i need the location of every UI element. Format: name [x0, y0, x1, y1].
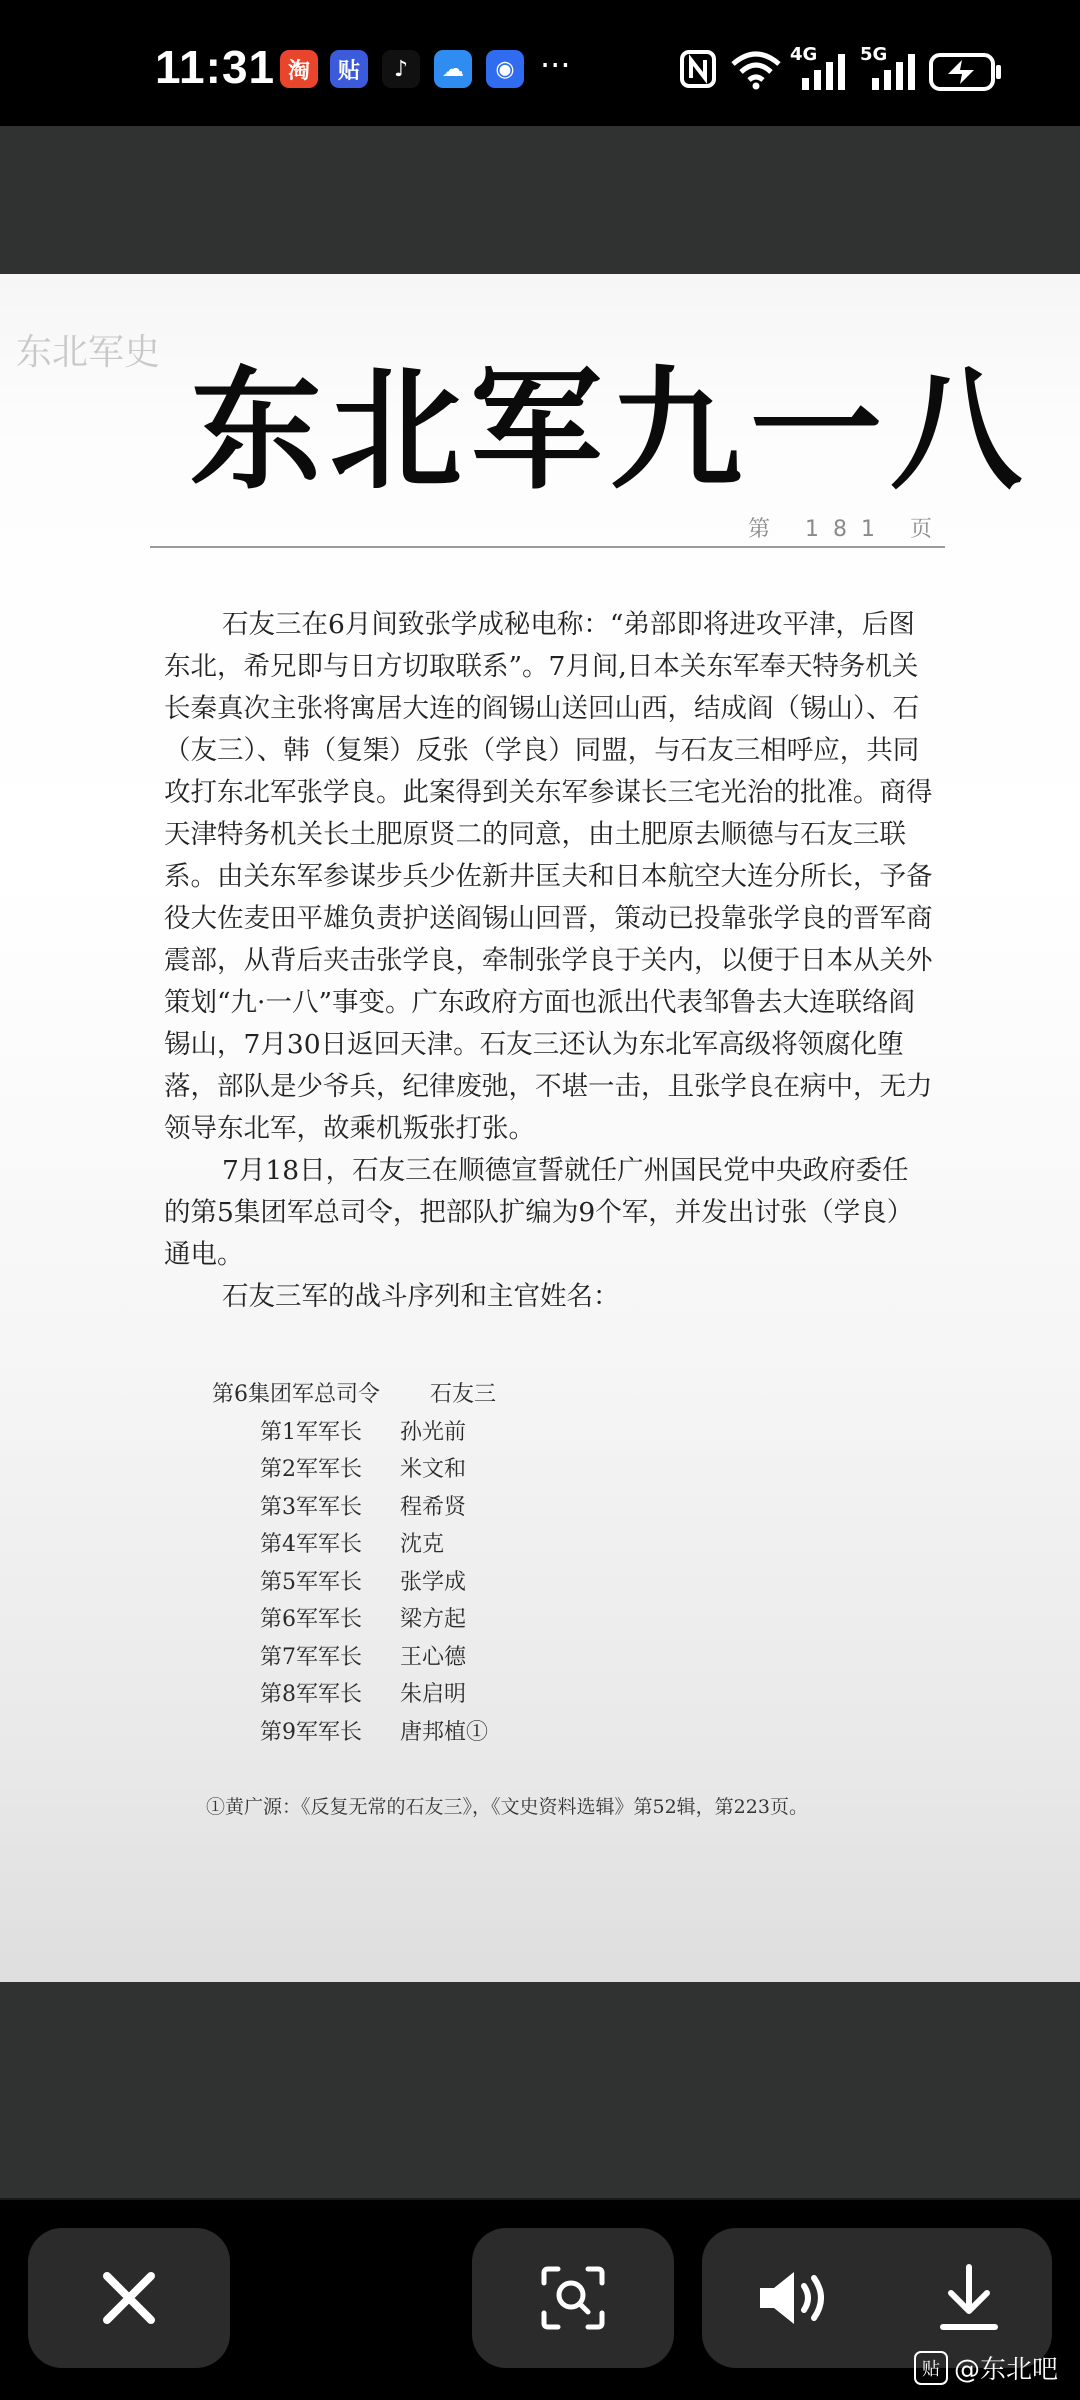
cloud-icon: ☁: [434, 50, 472, 88]
viewer-background-bottom: [0, 1982, 1080, 2200]
roster-position: 第6集团军总司令: [212, 1382, 380, 1407]
roster-row: [212, 1489, 496, 1527]
roster-commander: 梁方起: [400, 1607, 467, 1632]
source-watermark-text: @东北吧: [953, 2355, 1058, 2385]
roster-position: 第9军军长: [260, 1719, 362, 1745]
roster-commander: 张学成: [400, 1569, 467, 1595]
roster-row: [212, 1601, 496, 1639]
roster-position: 第3军军长: [260, 1494, 362, 1520]
roster-position: 第4军军长: [260, 1532, 362, 1557]
screen-search-button[interactable]: [472, 2228, 674, 2368]
document-page: [0, 274, 1080, 1982]
roster-commander: 王心德: [400, 1644, 467, 1670]
roster-position: 第5军军长: [260, 1569, 362, 1595]
source-watermark: [914, 2349, 1058, 2386]
close-button[interactable]: [28, 2228, 230, 2368]
tiktok-icon: ♪: [382, 50, 420, 88]
close-icon: [99, 2268, 159, 2328]
screen-search-icon: [540, 2265, 606, 2331]
wifi-icon: [730, 50, 782, 90]
roster-position: 第2军军长: [260, 1457, 362, 1482]
roster-commander: 程希贤: [400, 1494, 467, 1520]
roster-position: 第8军军长: [260, 1682, 362, 1707]
signal-4g-icon: [800, 52, 848, 92]
paragraph: 石友三军的战斗序列和主官姓名：: [222, 1281, 620, 1312]
tieba-icon: 贴: [330, 50, 368, 88]
roster-commander: 沈克: [400, 1532, 445, 1557]
roster-commander: 米文和: [400, 1457, 467, 1482]
more-notifications-icon: ···: [540, 46, 571, 84]
battery-charging-icon: [928, 52, 1004, 92]
roster-commander: 石友三: [430, 1382, 497, 1407]
taobao-icon: 淘: [280, 50, 318, 88]
document-body: [164, 604, 934, 1318]
roster-row: [212, 1376, 496, 1414]
roster-commander: 孙光前: [400, 1419, 467, 1445]
media-actions-group: [702, 2228, 1052, 2368]
roster-position: 第7军军长: [260, 1644, 362, 1670]
speaker-icon[interactable]: [756, 2266, 832, 2330]
roster-commander: 朱启明: [400, 1682, 467, 1707]
page-header-rule: [150, 546, 945, 548]
roster-row: [212, 1414, 496, 1452]
battle-order-list: [212, 1376, 496, 1751]
tieba-badge-icon: 贴: [914, 2351, 948, 2385]
status-bar: [0, 0, 1080, 126]
network-4g-label: 4G: [790, 44, 818, 65]
paragraph: 石友三在6月间致张学成秘电称：“弟部即将进攻平津，后图东北，希兄即与日方切取联系”。7月间,日本关东军奉天特务机关长秦真次主张将寓居大连的阎锡山送回山西，结成阎（锡山）、石（友三）、韩（复榘）反张（学良）同盟，与石友三相呼应，共同攻打东北军张学良。此案得到关东军参谋长三宅光治的批准。商得天津特务机关长土肥原贤二的同意，由土肥原去顺德与石友三联系。由关东军参谋步兵少佐新井匡夫和日本航空大连分所长，予备役大佐麦田平雄负责护送阎锡山回晋，策动已投靠张学良的晋军商震部，从背后夹击张学良，牵制张学良于关内，以便于日本从关外策划“九·一八”事变。广东政府方面也派出代表邹鲁去大连联络阎锡山，7月30日返回天津。石友三还认为东北军高级将领腐化堕落，部队是少爷兵，纪律废弛，不堪一击，且张学良在病中，无力领导东北军，故乘机叛张打张。: [164, 609, 933, 1144]
footnote: ①黄广源：《反复无常的石友三》，《文史资料选辑》第52辑，第223页。: [206, 1796, 808, 1818]
document-title: 东北军九一八: [190, 354, 1030, 508]
roster-commander: 唐邦植①: [400, 1719, 489, 1745]
signal-5g-icon: [870, 52, 918, 92]
paragraph: 7月18日，石友三在顺德宣誓就任广州国民党中央政府委任的第5集团军总司令，把部队扩编为9个军，并发出讨张（学良）通电。: [164, 1155, 914, 1270]
roster-row: [212, 1714, 496, 1752]
roster-row: [212, 1564, 496, 1602]
roster-row: [212, 1451, 496, 1489]
roster-position: 第1军军长: [260, 1419, 362, 1445]
network-5g-label: 5G: [860, 44, 888, 65]
roster-row: [212, 1676, 496, 1714]
page-number-label: 第 181 页: [748, 517, 946, 542]
status-time: 11:31: [155, 41, 276, 93]
nfc-icon: [680, 50, 716, 88]
roster-row: [212, 1526, 496, 1564]
shield-app-icon: ◉: [486, 50, 524, 88]
roster-position: 第6军军长: [260, 1607, 362, 1632]
roster-row: [212, 1639, 496, 1677]
viewer-background-top: [0, 126, 1080, 274]
download-icon[interactable]: [939, 2263, 999, 2333]
document-watermark: 东北军史: [16, 332, 161, 373]
